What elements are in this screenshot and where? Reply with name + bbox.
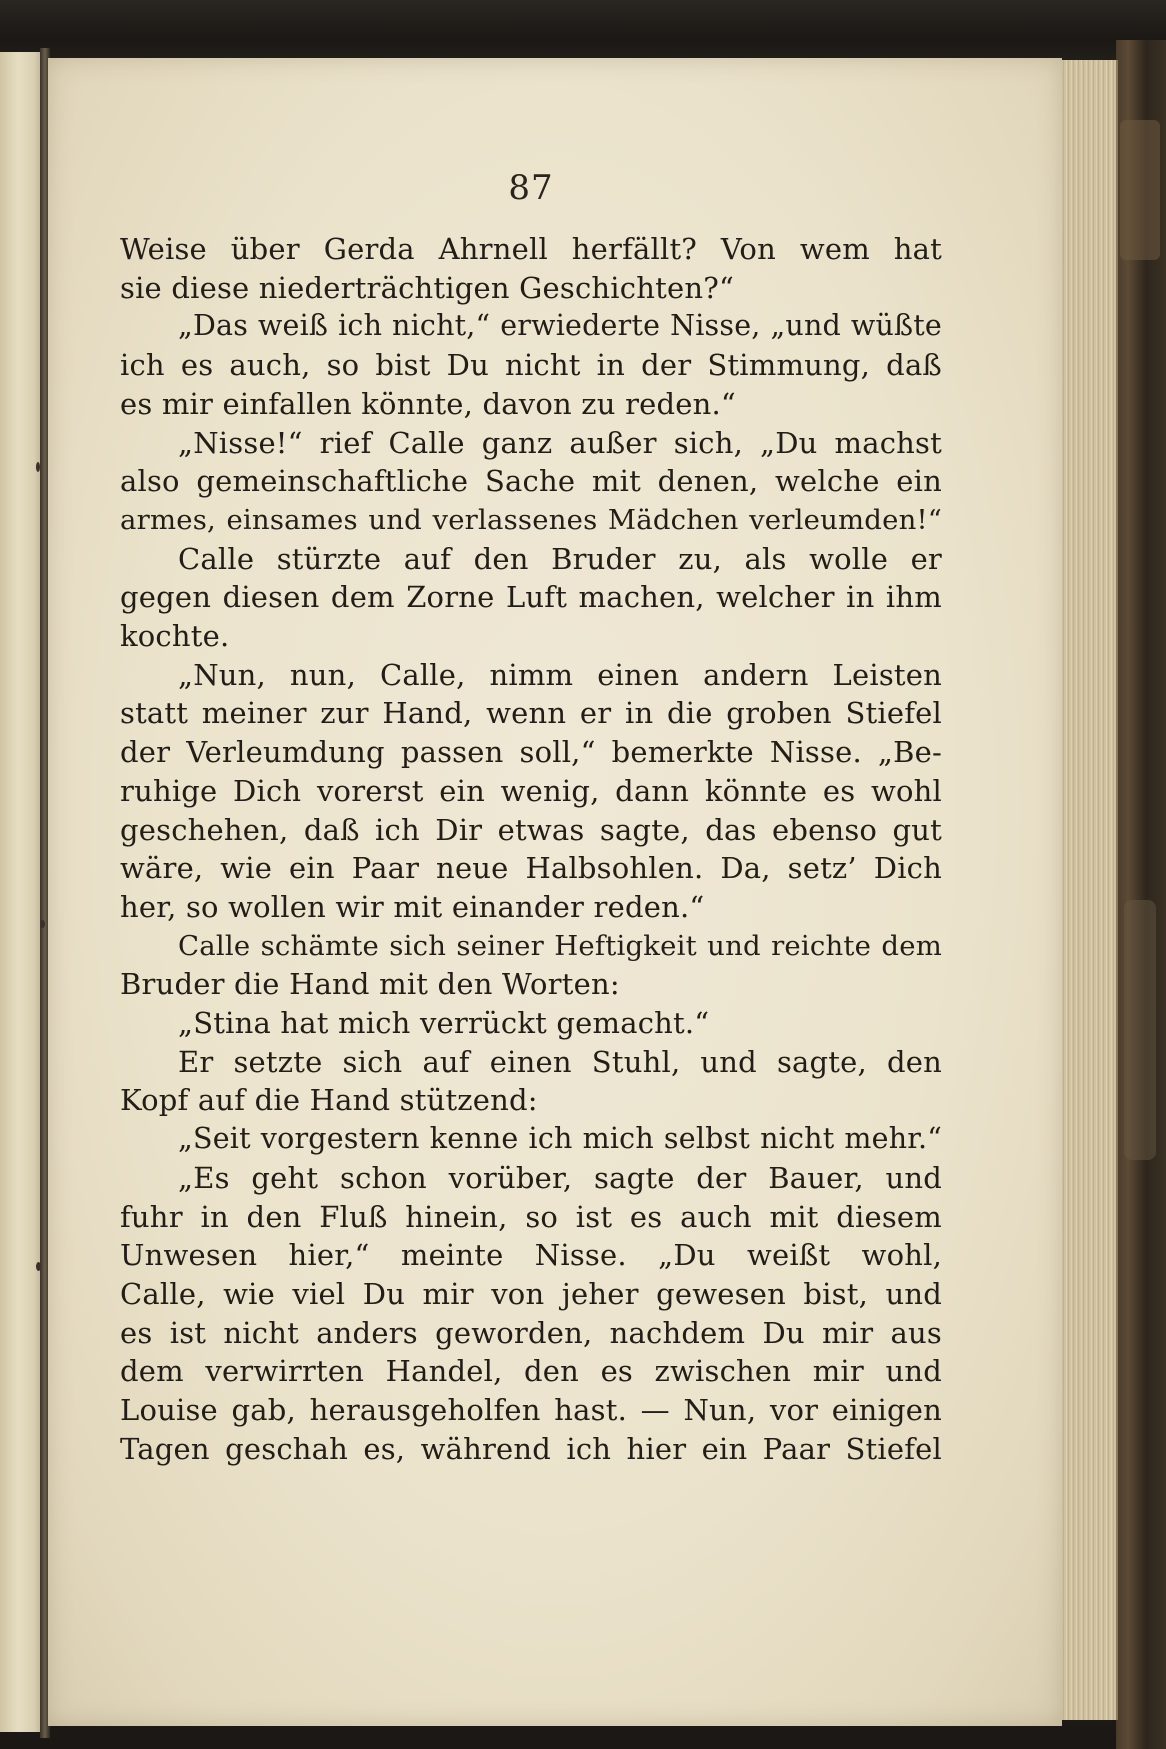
text-line: Er setzte sich auf einen Stuhl, und sagte, den	[178, 1044, 942, 1079]
text-line: Kopf auf die Hand stützend:	[120, 1083, 538, 1118]
text-line: wäre, wie ein Paar neue Halbsohlen. Da, setz’ Dich	[120, 851, 942, 886]
ink-speck	[40, 920, 45, 928]
text-line: kochte.	[120, 619, 230, 654]
text-line: geschehen, daß ich Dir etwas sagte, das ebenso gut	[120, 812, 942, 847]
page-stack-edge	[1060, 60, 1118, 1720]
text-line: Calle stürzte auf den Bruder zu, als wolle er	[178, 541, 942, 576]
page-number: 87	[508, 168, 554, 208]
ink-speck	[36, 1262, 41, 1271]
text-line: Unwesen hier,“ meinte Nisse. „Du weißt wohl,	[120, 1238, 942, 1273]
text-line: also gemeinschaftliche Sache mit denen, welche ein	[120, 464, 942, 499]
text-line: statt meiner zur Hand, wenn er in die groben Stiefel	[120, 696, 942, 731]
text-line: Calle schämte sich seiner Heftigkeit und reichte dem	[178, 929, 942, 962]
text-line: „Nisse!“ rief Calle ganz außer sich, „Du machst	[178, 425, 942, 460]
facing-page-edge	[0, 52, 44, 1732]
text-line: Weise über Gerda Ahrnell herfällt? Von wem hat	[120, 232, 942, 266]
text-line: Louise gab, herausgeholfen hast. — Nun, vor einigen	[120, 1393, 942, 1428]
text-line: Calle, wie viel Du mir von jeher gewesen bist, und	[120, 1276, 942, 1311]
text-line: „Es geht schon vorüber, sagte der Bauer, und	[178, 1160, 942, 1195]
text-line: sie diese niederträchtigen Geschichten?“	[120, 270, 734, 305]
text-line: „Nun, nun, Calle, nimm einen andern Leisten	[178, 657, 942, 692]
ink-speck	[36, 462, 40, 472]
text-line: her, so wollen wir mit einander reden.“	[120, 889, 705, 924]
text-line: ruhige Dich vorerst ein wenig, dann könnte es wohl	[120, 773, 942, 808]
text-line: Bruder die Hand mit den Worten:	[120, 967, 620, 1002]
text-line: „Seit vorgestern kenne ich mich selbst nicht mehr.“	[178, 1122, 942, 1156]
text-line: es ist nicht anders geworden, nachdem Du mir aus	[120, 1315, 942, 1350]
text-line: ich es auch, so bist Du nicht in der Stimmung, daß	[120, 348, 942, 383]
text-line: „Das weiß ich nicht,“ erwiederte Nisse, „und wüßte	[178, 309, 942, 343]
text-line: der Verleumdung passen soll,“ bemerkte Nisse. „Be-	[120, 735, 942, 770]
page-content	[120, 168, 942, 1469]
text-line: dem verwirrten Handel, den es zwischen mir und	[120, 1354, 942, 1389]
cover-wear-mark	[1120, 120, 1160, 260]
text-line: gegen diesen dem Zorne Luft machen, welcher in ihm	[120, 580, 942, 615]
text-line: es mir einfallen könnte, davon zu reden.“	[120, 386, 736, 421]
text-line: fuhr in den Fluß hinein, so ist es auch mit diesem	[120, 1199, 942, 1234]
text-line: armes, einsames und verlassenes Mädchen verleumden!“	[120, 503, 942, 536]
book-cover-edge	[1116, 40, 1166, 1749]
text-block	[120, 230, 942, 1469]
book-page	[48, 58, 1062, 1726]
cover-wear-mark	[1124, 900, 1156, 1160]
text-line: „Stina hat mich verrückt gemacht.“	[178, 1006, 710, 1041]
text-line: Tagen geschah es, während ich hier ein Paar Stiefel	[120, 1431, 942, 1466]
